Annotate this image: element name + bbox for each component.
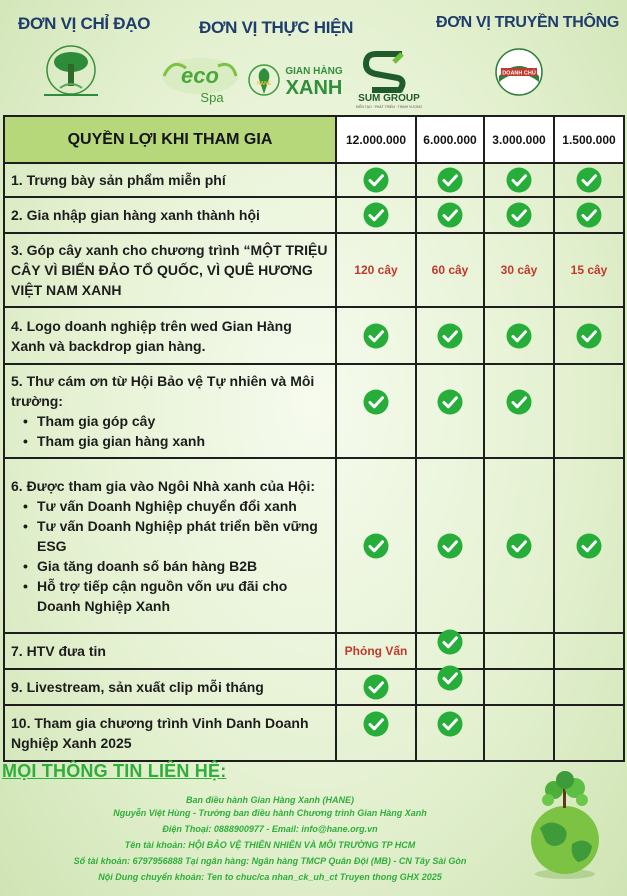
benefit-bullet: • Tư vấn Doanh Nghiệp phát triển bền vững ESG: [11, 516, 329, 556]
account-number: Số tài khoản: 6797956888 Tại ngân hàng: Ngân hàng TMCP Quân Đội (MB) - CN Tây Sài Gòn: [73, 856, 467, 866]
check-icon: [506, 323, 532, 349]
organizer-logo: [38, 44, 104, 100]
contact-heading: MỌI THÔNG TIN LIÊN HỆ:: [2, 761, 227, 781]
check-icon: [576, 202, 602, 228]
benefit-label: [4, 458, 336, 633]
benefit-label: 4. Logo doanh nghiệp trên wed Gian Hàng Xanh và backdrop gian hàng.: [4, 307, 336, 364]
table-row: [4, 364, 624, 458]
check-icon: [506, 389, 532, 415]
benefit-bullet: • Hỗ trợ tiếp cận nguồn vốn ưu đãi cho Doanh Nghiệp Xanh: [11, 576, 329, 616]
tree-count: 30 cây: [500, 263, 538, 277]
doanh-chu-logo: [495, 48, 543, 96]
benefits-table: [3, 115, 625, 762]
tree-count: 120 cây: [354, 263, 398, 277]
check-icon: [363, 533, 389, 559]
benefit-label: 10. Tham gia chương trình Vinh Danh Doanh Nghiệp Xanh 2025: [4, 705, 336, 761]
check-icon: [363, 323, 389, 349]
eco-text: eco: [181, 63, 219, 88]
tier-header: 12.000.000: [336, 116, 416, 163]
benefit-bullet: • Tư vấn Doanh Nghiệp chuyển đổi xanh: [11, 496, 329, 516]
ghx-line2: XANH: [285, 77, 343, 99]
benefit-label: 2. Gia nhập gian hàng xanh thành hội: [4, 197, 336, 233]
check-icon: [506, 533, 532, 559]
table-row: [4, 307, 624, 364]
doanh-chu-text: DOANH CHỦ: [502, 70, 536, 77]
spa-text: Spa: [200, 90, 224, 105]
benefit-label: [4, 364, 336, 458]
sum-group-logo: [354, 48, 424, 110]
table-row: [4, 633, 624, 669]
hane-text: HANE: [256, 81, 272, 87]
transfer-note: Nội Dung chuyển khoản: Ten to chuc/ca nhan_ck_uh_ct Truyen thong GHX 2025: [98, 872, 442, 882]
check-icon: [437, 202, 463, 228]
check-icon: [437, 629, 463, 655]
tree-count: 15 cây: [570, 263, 608, 277]
check-icon: [437, 323, 463, 349]
table-header-row: [4, 116, 624, 163]
benefit-bullet: • Gia tăng doanh số bán hàng B2B: [11, 556, 329, 576]
check-icon: [506, 202, 532, 228]
executor-heading: ĐƠN VỊ THỰC HIỆN: [199, 18, 354, 37]
tier-header: 6.000.000: [416, 116, 484, 163]
contact-phone-email: Điện Thoại: 0888900977 - Email: info@hane.org.vn: [162, 824, 378, 834]
table-row: [4, 669, 624, 705]
check-icon: [363, 674, 389, 700]
tier-header: 1.500.000: [554, 116, 624, 163]
ghx-line1: GIAN HÀNG: [285, 66, 343, 77]
check-icon: [437, 389, 463, 415]
table-row: [4, 705, 624, 761]
interview-note: Phỏng Vấn: [344, 644, 408, 658]
check-icon: [576, 323, 602, 349]
eco-spa-logo: [158, 54, 242, 106]
benefit-label: 1. Trưng bày sản phẩm miễn phí: [4, 163, 336, 197]
gian-hang-xanh-logo: [248, 60, 350, 102]
table-title: QUYỀN LỢI KHI THAM GIA: [4, 116, 336, 163]
contact-person: Nguyễn Việt Hùng - Trưởng ban điều hành Chương trình Gian Hàng Xanh: [113, 808, 427, 818]
check-icon: [363, 202, 389, 228]
table-row: [4, 458, 624, 633]
benefit-bullet: • Tham gia góp cây: [11, 411, 329, 431]
green-globe-icon: [520, 770, 610, 880]
table-row: [4, 233, 624, 307]
check-icon: [506, 167, 532, 193]
account-name: Tên tài khoản: HỘI BẢO VỆ THIÊN NHIÊN VÀ MÔI TRƯỜNG TP HCM: [124, 840, 416, 850]
tree-count: 60 cây: [431, 263, 469, 277]
table-row: [4, 197, 624, 233]
table-row: [4, 163, 624, 197]
benefit-heading: 5. Thư cám ơn từ Hội Bảo vệ Tự nhiên và Môi trường:: [11, 373, 315, 409]
check-icon: [576, 167, 602, 193]
check-icon: [363, 167, 389, 193]
check-icon: [576, 533, 602, 559]
sum-tagline: KIẾN TẠO · PHÁT TRIỂN · THỊNH VƯỢNG: [355, 105, 423, 109]
check-icon: [363, 711, 389, 737]
check-icon: [437, 533, 463, 559]
check-icon: [437, 665, 463, 691]
check-icon: [437, 167, 463, 193]
benefit-bullet: • Tham gia gian hàng xanh: [11, 431, 329, 451]
benefit-label: 9. Livestream, sản xuất clip mỗi tháng: [4, 669, 336, 705]
check-icon: [363, 389, 389, 415]
contact-org: Ban điều hành Gian Hàng Xanh (HANE): [185, 795, 354, 805]
organizer-heading: ĐƠN VỊ CHỈ ĐẠO: [18, 14, 151, 33]
media-heading: ĐƠN VỊ TRUYỀN THÔNG: [436, 14, 620, 31]
benefit-heading: 6. Được tham gia vào Ngôi Nhà xanh của Hội:: [11, 477, 316, 494]
benefit-label: 7. HTV đưa tin: [4, 633, 336, 669]
check-icon: [437, 711, 463, 737]
sum-text: SUM GROUP: [358, 93, 420, 104]
tier-header: 3.000.000: [484, 116, 554, 163]
benefit-label: 3. Góp cây xanh cho chương trình “MỘT TRIỆU CÂY VÌ BIỂN ĐẢO TỔ QUỐC, VÌ QUÊ HƯƠNG VIỆT NAM XANH: [4, 233, 336, 307]
